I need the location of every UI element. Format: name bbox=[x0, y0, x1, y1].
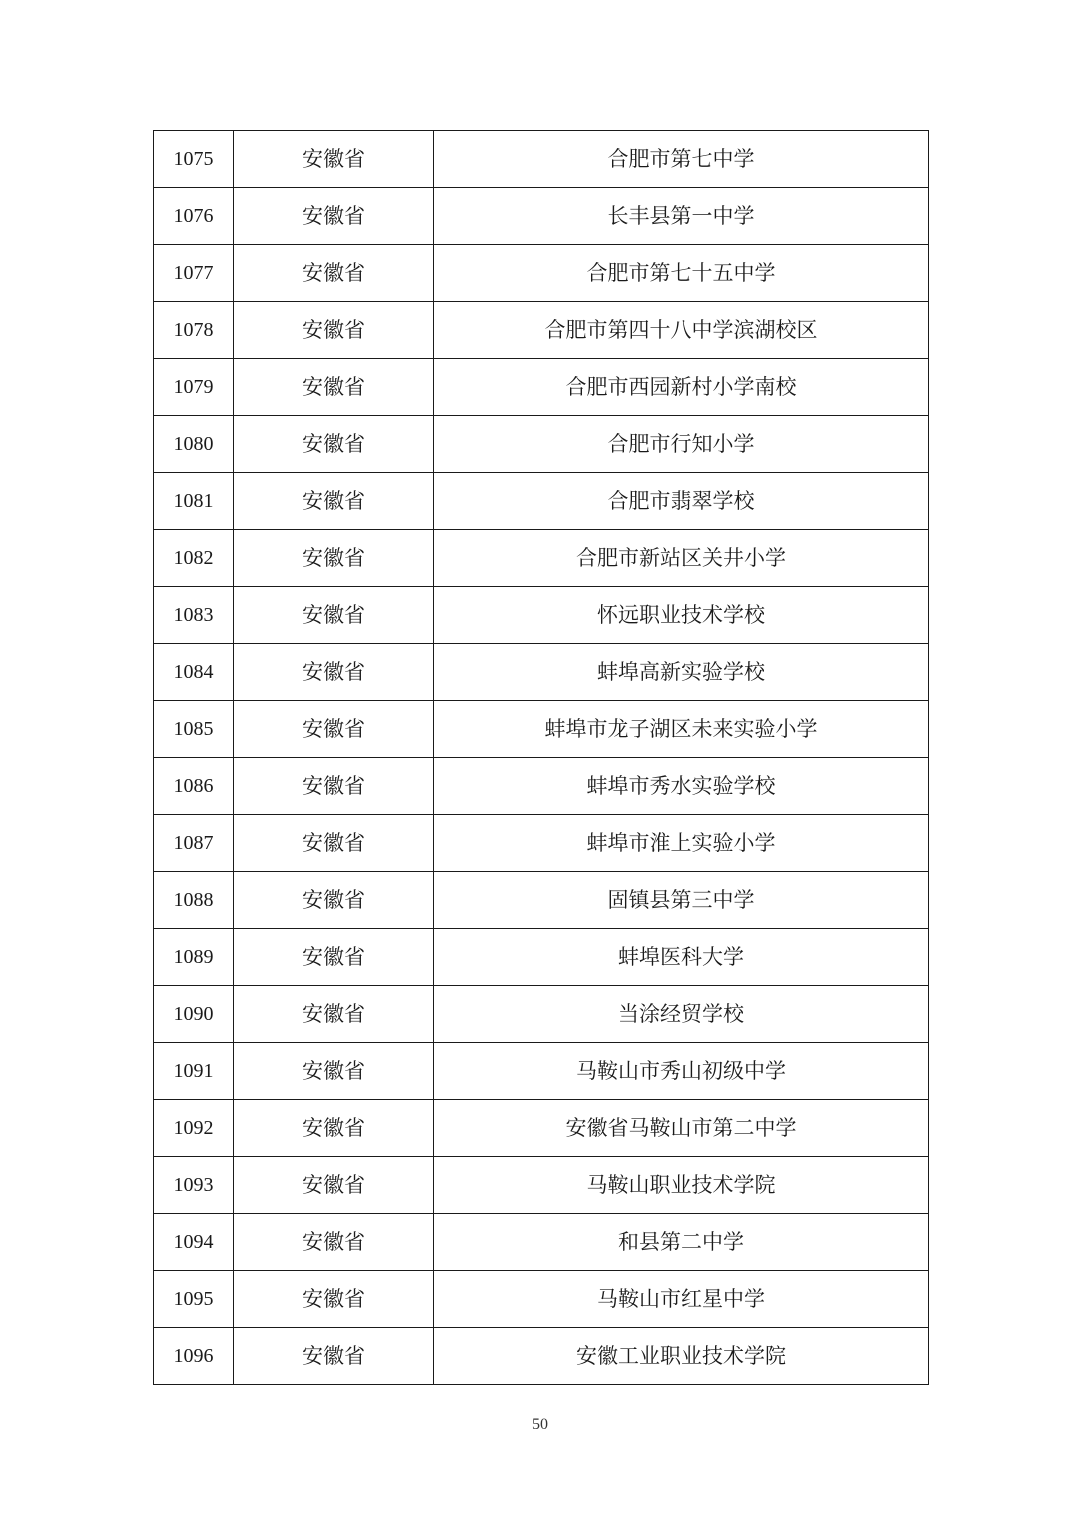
row-number-cell: 1095 bbox=[154, 1271, 234, 1328]
row-number-cell: 1087 bbox=[154, 815, 234, 872]
school-name-cell: 马鞍山市红星中学 bbox=[434, 1271, 929, 1328]
table-row bbox=[154, 1157, 929, 1214]
school-name-cell: 安徽工业职业技术学院 bbox=[434, 1328, 929, 1385]
table-row bbox=[154, 701, 929, 758]
province-cell: 安徽省 bbox=[234, 587, 434, 644]
school-name-cell: 蚌埠医科大学 bbox=[434, 929, 929, 986]
row-number-cell: 1085 bbox=[154, 701, 234, 758]
row-number-cell: 1093 bbox=[154, 1157, 234, 1214]
province-cell: 安徽省 bbox=[234, 245, 434, 302]
table-row bbox=[154, 758, 929, 815]
row-number-cell: 1082 bbox=[154, 530, 234, 587]
school-name-cell: 合肥市翡翠学校 bbox=[434, 473, 929, 530]
school-name-cell: 长丰县第一中学 bbox=[434, 188, 929, 245]
row-number-cell: 1083 bbox=[154, 587, 234, 644]
province-cell: 安徽省 bbox=[234, 359, 434, 416]
row-number-cell: 1090 bbox=[154, 986, 234, 1043]
school-name-cell: 当涂经贸学校 bbox=[434, 986, 929, 1043]
school-name-cell: 安徽省马鞍山市第二中学 bbox=[434, 1100, 929, 1157]
table-body bbox=[154, 131, 929, 1385]
row-number-cell: 1096 bbox=[154, 1328, 234, 1385]
table-row bbox=[154, 188, 929, 245]
province-cell: 安徽省 bbox=[234, 644, 434, 701]
table-row bbox=[154, 416, 929, 473]
table-row bbox=[154, 473, 929, 530]
table-row bbox=[154, 587, 929, 644]
table-row bbox=[154, 131, 929, 188]
school-name-cell: 合肥市第七十五中学 bbox=[434, 245, 929, 302]
province-cell: 安徽省 bbox=[234, 1043, 434, 1100]
table-row bbox=[154, 644, 929, 701]
table-row bbox=[154, 929, 929, 986]
province-cell: 安徽省 bbox=[234, 530, 434, 587]
school-name-cell: 马鞍山职业技术学院 bbox=[434, 1157, 929, 1214]
province-cell: 安徽省 bbox=[234, 302, 434, 359]
table-row bbox=[154, 872, 929, 929]
school-name-cell: 蚌埠高新实验学校 bbox=[434, 644, 929, 701]
province-cell: 安徽省 bbox=[234, 1271, 434, 1328]
table-row bbox=[154, 530, 929, 587]
school-name-cell: 合肥市行知小学 bbox=[434, 416, 929, 473]
table-row bbox=[154, 1043, 929, 1100]
row-number-cell: 1084 bbox=[154, 644, 234, 701]
table-row bbox=[154, 359, 929, 416]
school-name-cell: 合肥市新站区关井小学 bbox=[434, 530, 929, 587]
school-name-cell: 合肥市西园新村小学南校 bbox=[434, 359, 929, 416]
row-number-cell: 1092 bbox=[154, 1100, 234, 1157]
school-name-cell: 和县第二中学 bbox=[434, 1214, 929, 1271]
province-cell: 安徽省 bbox=[234, 1214, 434, 1271]
table-row bbox=[154, 1100, 929, 1157]
province-cell: 安徽省 bbox=[234, 416, 434, 473]
row-number-cell: 1080 bbox=[154, 416, 234, 473]
row-number-cell: 1086 bbox=[154, 758, 234, 815]
school-name-cell: 马鞍山市秀山初级中学 bbox=[434, 1043, 929, 1100]
table-row bbox=[154, 1214, 929, 1271]
province-cell: 安徽省 bbox=[234, 701, 434, 758]
row-number-cell: 1078 bbox=[154, 302, 234, 359]
province-cell: 安徽省 bbox=[234, 1157, 434, 1214]
province-cell: 安徽省 bbox=[234, 131, 434, 188]
school-name-cell: 蚌埠市淮上实验小学 bbox=[434, 815, 929, 872]
school-name-cell: 固镇县第三中学 bbox=[434, 872, 929, 929]
province-cell: 安徽省 bbox=[234, 1328, 434, 1385]
row-number-cell: 1094 bbox=[154, 1214, 234, 1271]
table-row bbox=[154, 986, 929, 1043]
table-row bbox=[154, 302, 929, 359]
province-cell: 安徽省 bbox=[234, 815, 434, 872]
province-cell: 安徽省 bbox=[234, 758, 434, 815]
row-number-cell: 1079 bbox=[154, 359, 234, 416]
row-number-cell: 1091 bbox=[154, 1043, 234, 1100]
table-row bbox=[154, 1328, 929, 1385]
school-name-cell: 合肥市第七中学 bbox=[434, 131, 929, 188]
row-number-cell: 1075 bbox=[154, 131, 234, 188]
province-cell: 安徽省 bbox=[234, 872, 434, 929]
province-cell: 安徽省 bbox=[234, 929, 434, 986]
province-cell: 安徽省 bbox=[234, 188, 434, 245]
row-number-cell: 1077 bbox=[154, 245, 234, 302]
row-number-cell: 1089 bbox=[154, 929, 234, 986]
province-cell: 安徽省 bbox=[234, 1100, 434, 1157]
table-row bbox=[154, 1271, 929, 1328]
school-list-table bbox=[153, 130, 929, 1385]
row-number-cell: 1088 bbox=[154, 872, 234, 929]
table-row bbox=[154, 245, 929, 302]
province-cell: 安徽省 bbox=[234, 986, 434, 1043]
school-name-cell: 蚌埠市秀水实验学校 bbox=[434, 758, 929, 815]
page-number: 50 bbox=[532, 1416, 548, 1433]
school-name-cell: 蚌埠市龙子湖区未来实验小学 bbox=[434, 701, 929, 758]
school-name-cell: 怀远职业技术学校 bbox=[434, 587, 929, 644]
row-number-cell: 1076 bbox=[154, 188, 234, 245]
province-cell: 安徽省 bbox=[234, 473, 434, 530]
school-name-cell: 合肥市第四十八中学滨湖校区 bbox=[434, 302, 929, 359]
row-number-cell: 1081 bbox=[154, 473, 234, 530]
table-row bbox=[154, 815, 929, 872]
